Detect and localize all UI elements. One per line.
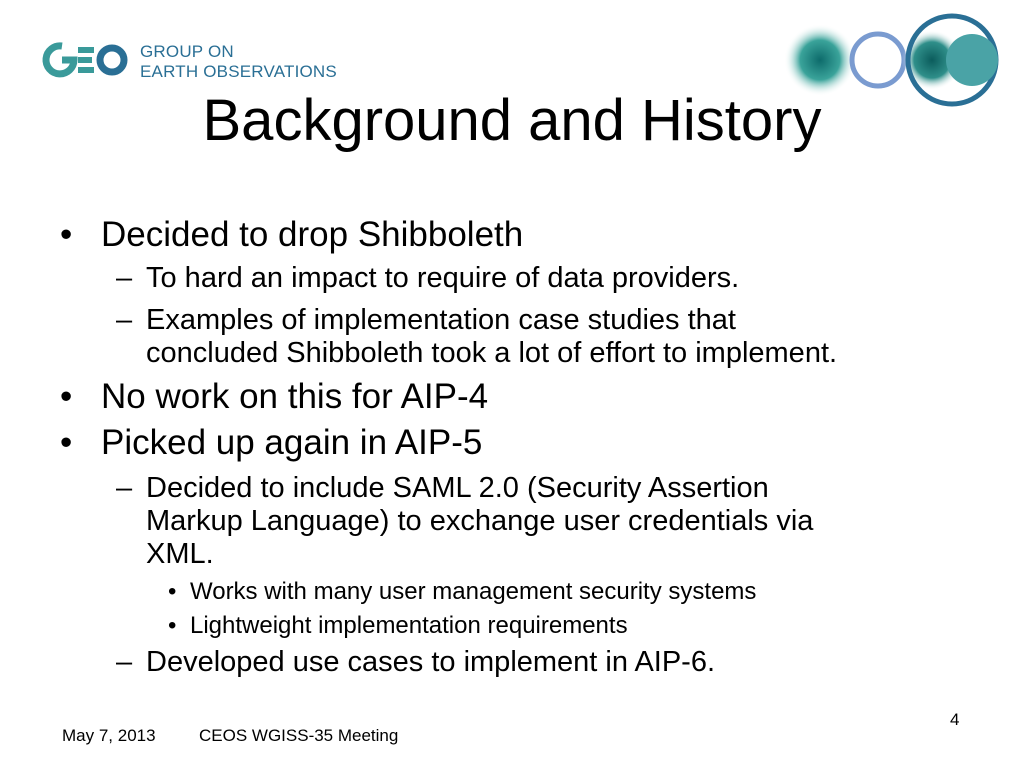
bullet-text-level-2: concluded Shibboleth took a lot of effort to implement. <box>146 337 838 369</box>
bullet-marker: • <box>60 377 73 416</box>
bullet-text-level-2: Developed use cases to implement in AIP-6. <box>146 646 716 678</box>
bullet-text-level-1: Decided to drop Shibboleth <box>101 215 524 254</box>
bullet-text-level-3: Lightweight implementation requirements <box>190 612 628 639</box>
bullet-text-level-3: Works with many user management security systems <box>190 578 757 605</box>
bullet-marker: • <box>168 578 177 605</box>
bullet-marker: • <box>60 423 73 462</box>
bullet-marker: • <box>168 612 177 639</box>
bullet-text-level-1: No work on this for AIP-4 <box>101 377 489 416</box>
bullet-marker: – <box>116 472 133 504</box>
bullet-text-level-2: Markup Language) to exchange user credentials via <box>146 505 814 537</box>
page-number: 4 <box>950 710 960 729</box>
bullet-marker: – <box>116 304 133 336</box>
geo-logo-line1: GROUP ON <box>140 42 234 61</box>
bullet-marker: – <box>116 646 133 678</box>
footer-meeting: CEOS WGISS-35 Meeting <box>199 726 399 745</box>
footer-date: May 7, 2013 <box>62 726 156 745</box>
bullet-text-level-1: Picked up again in AIP-5 <box>101 423 483 462</box>
bullet-marker: – <box>116 262 133 294</box>
bullet-text-level-2: Examples of implementation case studies that <box>146 304 736 336</box>
geo-logo-line2: EARTH OBSERVATIONS <box>140 62 337 81</box>
bullet-marker: • <box>60 215 73 254</box>
bullet-text-level-2: XML. <box>146 538 214 570</box>
slide-title: Background and History <box>202 88 822 153</box>
bullet-text-level-2: To hard an impact to require of data providers. <box>146 262 740 294</box>
bullet-text-level-2: Decided to include SAML 2.0 (Security Assertion <box>146 472 769 504</box>
